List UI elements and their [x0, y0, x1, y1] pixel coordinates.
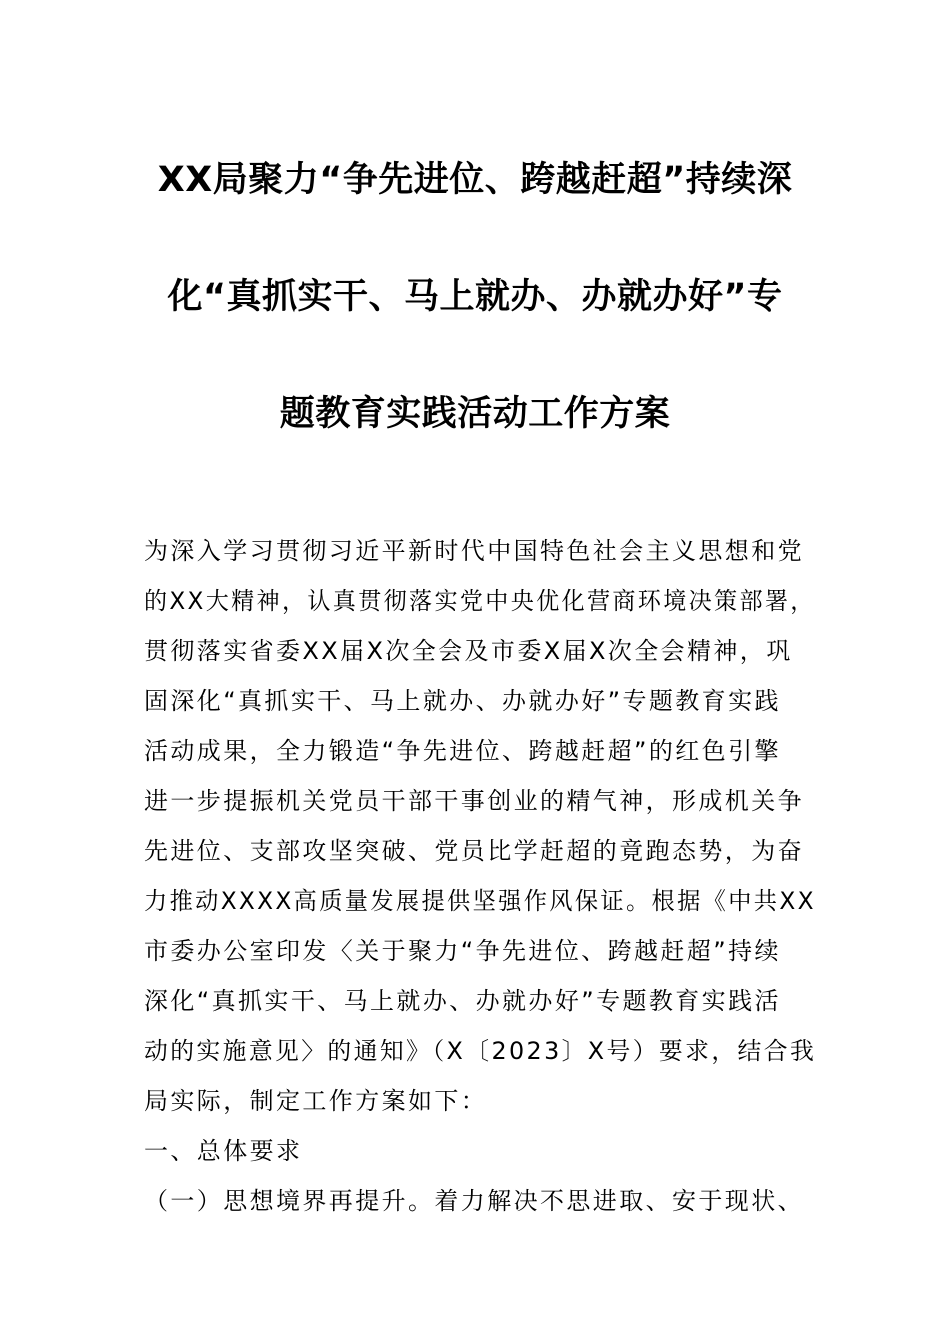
document-title	[130, 150, 820, 444]
body-line: 先进位、支部攻坚突破、党员比学赶超的竟跑态势，为奋	[144, 837, 804, 865]
title-line: 化“真抓实干、马上就办、办就办好”专	[167, 277, 783, 317]
body-line: 局实际，制定工作方案如下：	[144, 1087, 488, 1115]
body-line: 力推动XXXX高质量发展提供坚强作风保证。根据《中共XX	[144, 887, 816, 915]
title-line: 题教育实践活动工作方案	[279, 394, 671, 434]
body-line: 动的实施意见〉的通知》（X〔2023〕X号）要求，结合我	[144, 1037, 817, 1065]
body-line: 活动成果，全力锻造“争先进位、跨越赶超”的红色引擎	[144, 737, 781, 765]
body-line: 贯彻落实省委XX届X次全会及市委X届X次全会精神，巩	[144, 637, 793, 665]
section-heading: 一、总体要求	[144, 1137, 303, 1165]
body-line: 的XX大精神，认真贯彻落实党中央优化营商环境决策部署，	[144, 587, 816, 615]
body-line: 为深入学习贯彻习近平新时代中国特色社会主义思想和党	[144, 537, 804, 565]
body-line: 进一步提振机关党员干部干事创业的精气神，形成机关争	[144, 787, 804, 815]
title-line: XX局聚力“争先进位、跨越赶超”持续深	[157, 160, 793, 200]
body-line: 固深化“真抓实干、马上就办、办就办好”专题教育实践	[144, 687, 781, 715]
document-body	[144, 526, 816, 1226]
body-line: 市委办公室印发〈关于聚力“争先进位、跨越赶超”持续	[144, 937, 781, 965]
body-line: 深化“真抓实干、马上就办、办就办好”专题教育实践活	[144, 987, 781, 1015]
body-line: （一）思想境界再提升。着力解决不思进取、安于现状、	[144, 1187, 804, 1215]
